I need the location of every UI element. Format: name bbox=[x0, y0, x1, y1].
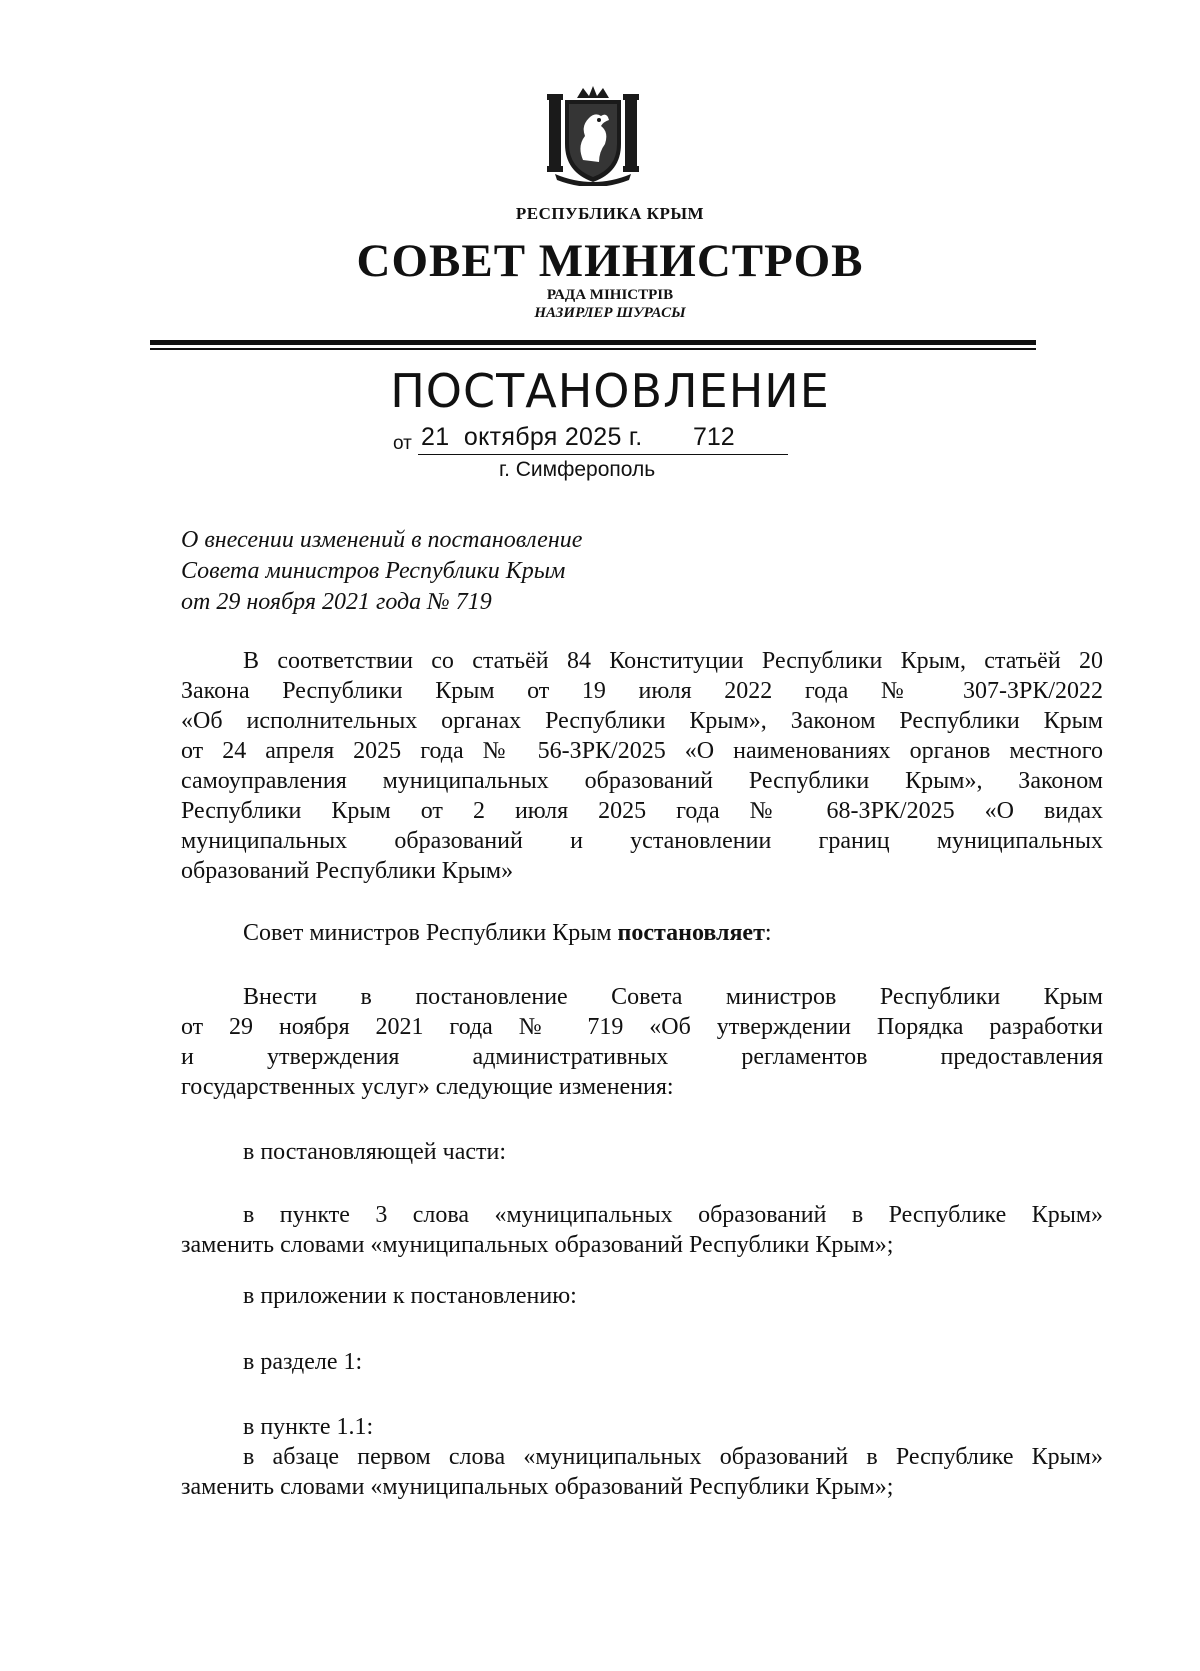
amendment-line: государственных услуг» следующие изменения: bbox=[181, 1074, 674, 1100]
amendment-line: Внести в постановление Совета министров Республики Крым bbox=[243, 984, 1103, 1010]
para1-line: в абзаце первом слова «муниципальных образований в Республике Крым» bbox=[243, 1444, 1103, 1470]
document-city: г. Симферополь bbox=[499, 458, 656, 481]
republic-title: РЕСПУБЛИКА КРЫМ bbox=[515, 204, 705, 223]
resolves-colon: : bbox=[764, 920, 772, 946]
document-type-title: ПОСТАНОВЛЕНИЕ bbox=[390, 364, 830, 418]
para1-line: заменить словами «муниципальных образований Республики Крым»; bbox=[181, 1474, 894, 1500]
amendment-paragraph bbox=[181, 982, 1103, 1102]
preamble-line: Республики Крым от 2 июля 2025 года № 68-ЗРК/2025 «О видах bbox=[181, 798, 1103, 824]
section1-item bbox=[181, 1347, 1103, 1377]
date-underline bbox=[418, 454, 788, 455]
resolves-text: Совет министров Республики Крым bbox=[243, 920, 618, 946]
point3-line: заменить словами «муниципальных образований Республики Крым»; bbox=[181, 1232, 894, 1258]
point3-item bbox=[181, 1200, 1103, 1260]
document-date: 21 октября 2025 г. bbox=[421, 423, 643, 451]
preamble-line: В соответствии со статьёй 84 Конституции Республики Крым, статьёй 20 bbox=[243, 648, 1103, 674]
operative-part-line: в постановляющей части: bbox=[243, 1139, 507, 1165]
coat-of-arms-emblem bbox=[547, 86, 639, 186]
preamble-line: «Об исполнительных органах Республики Крым», Законом Республики Крым bbox=[181, 708, 1103, 734]
document-subject bbox=[181, 525, 582, 618]
point11-item bbox=[181, 1412, 1103, 1502]
document-number: 712 bbox=[693, 423, 735, 451]
document-date-line bbox=[393, 423, 793, 455]
preamble-line: муниципальных образований и установлении границ муниципальных bbox=[181, 828, 1103, 854]
council-title: СОВЕТ МИНИСТРОВ bbox=[356, 235, 864, 287]
council-title-crimean-tatar: НАЗИРЛЕР ШУРАСЫ bbox=[534, 305, 686, 321]
preamble-line: от 24 апреля 2025 года № 56-ЗРК/2025 «О наименованиях органов местного bbox=[181, 738, 1103, 764]
resolves-keyword: постановляет bbox=[617, 920, 765, 946]
operative-part-item bbox=[181, 1137, 1103, 1167]
amendment-line: от 29 ноября 2021 года № 719 «Об утверждении Порядка разработки bbox=[181, 1014, 1103, 1040]
preamble-paragraph bbox=[181, 646, 1103, 886]
preamble-line: самоуправления муниципальных образований Республики Крым», Законом bbox=[181, 768, 1103, 794]
council-title-ukrainian: РАДА МІНІСТРІВ bbox=[546, 287, 674, 303]
preamble-line: Закона Республики Крым от 19 июля 2022 года № 307-ЗРК/2022 bbox=[181, 678, 1103, 704]
annex-item bbox=[181, 1281, 1103, 1311]
point11-line: в пункте 1.1: bbox=[243, 1414, 374, 1440]
header-divider-thin bbox=[150, 348, 1036, 350]
subject-line: О внесении изменений в постановление bbox=[181, 527, 583, 553]
point3-line: в пункте 3 слова «муниципальных образований в Республике Крым» bbox=[243, 1202, 1103, 1228]
subject-line: от 29 ноября 2021 года № 719 bbox=[181, 589, 492, 615]
amendment-line: и утверждения административных регламентов предоставления bbox=[181, 1044, 1103, 1070]
header-divider-thick bbox=[150, 340, 1036, 345]
preamble-line: образований Республики Крым» bbox=[181, 858, 514, 884]
section1-line: в разделе 1: bbox=[243, 1349, 363, 1375]
date-prefix: от bbox=[393, 433, 412, 454]
subject-line: Совета министров Республики Крым bbox=[181, 558, 566, 584]
annex-line: в приложении к постановлению: bbox=[243, 1283, 577, 1309]
resolves-paragraph bbox=[181, 918, 1103, 948]
resolves-line bbox=[181, 918, 1103, 948]
